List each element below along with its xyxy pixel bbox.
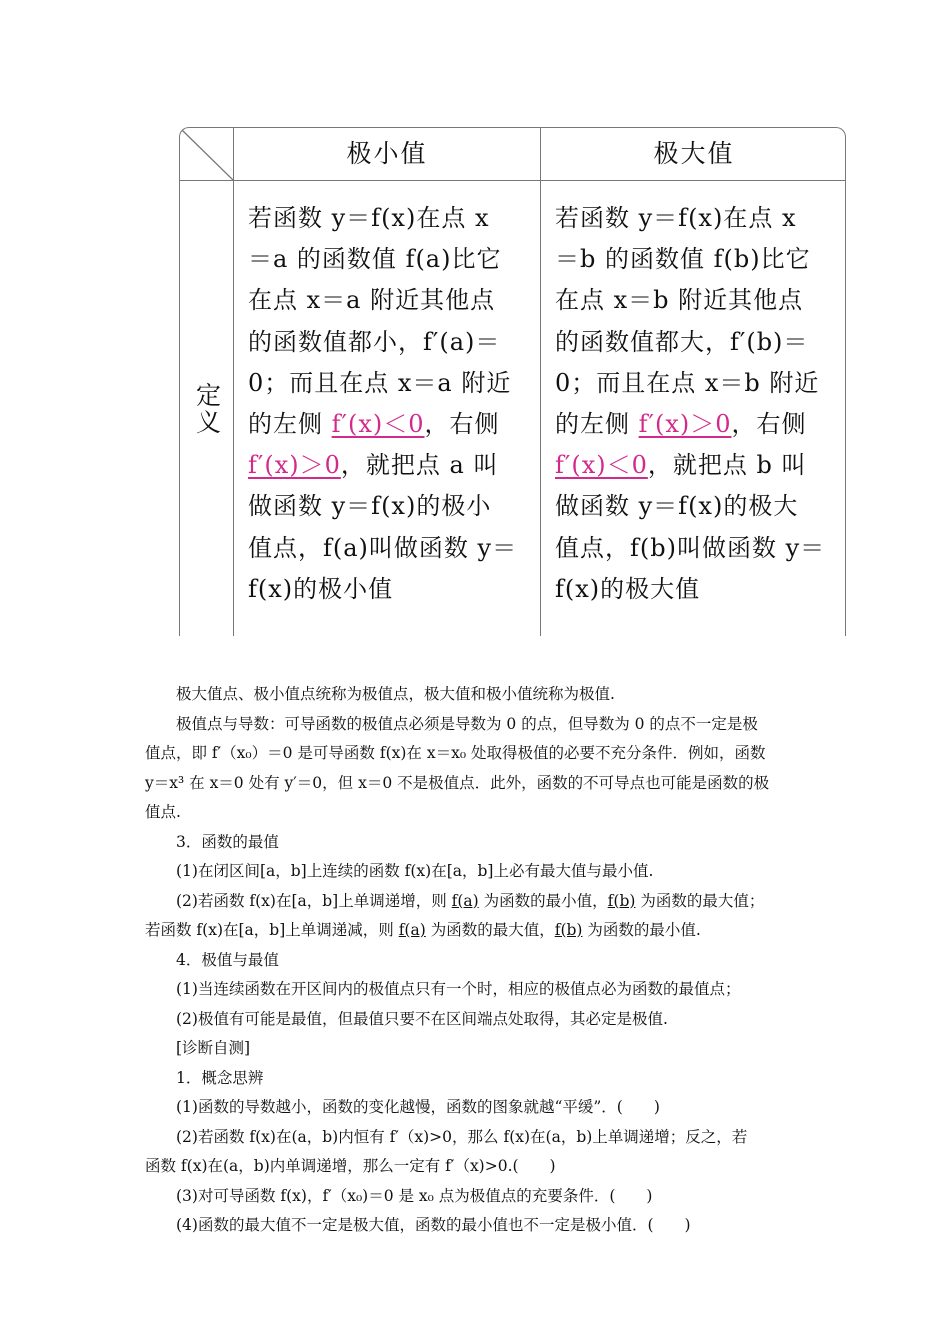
definition-text: 的左侧 bbox=[555, 410, 639, 439]
definition-line bbox=[248, 322, 530, 363]
underlined-answer: f(a) bbox=[451, 891, 479, 910]
header-local-minimum: 极小值 bbox=[346, 139, 428, 168]
text-segment: 为函数的最大值， bbox=[425, 921, 555, 939]
text-line: 极大值点、极小值点统称为极值点，极大值和极小值统称为极值. bbox=[176, 685, 615, 703]
text-line bbox=[145, 887, 815, 917]
text-line: 4．极值与最值 bbox=[176, 950, 279, 969]
definition-line bbox=[248, 239, 530, 280]
text-line: 函数 f(x)在(a，b)内单调递增，那么一定有 f′（x)>0.( ) bbox=[145, 1157, 556, 1175]
definition-text: 在点 x＝b 附近其他点 bbox=[555, 286, 804, 315]
highlighted-answer: f′(x)＞0 bbox=[638, 410, 732, 439]
definition-line bbox=[555, 404, 837, 445]
definition-line bbox=[555, 239, 837, 280]
text-segment: 为函数的最小值， bbox=[478, 891, 608, 910]
underlined-answer: f(b) bbox=[607, 891, 636, 910]
text-line: 3．函数的最值 bbox=[176, 832, 279, 851]
definition-line bbox=[555, 569, 837, 610]
definition-text: 做函数 y＝f(x)的极大 bbox=[555, 492, 799, 521]
text-line: (1)当连续函数在开区间内的极值点只有一个时，相应的极值点必为函数的最值点； bbox=[176, 980, 741, 998]
highlighted-answer: f′(x)＞0 bbox=[248, 451, 341, 480]
definition-text: ，就把点 b 叫 bbox=[647, 451, 807, 480]
definition-line bbox=[555, 280, 837, 321]
definition-text: 0；而且在点 x＝a 附近 bbox=[248, 368, 512, 397]
definition-line bbox=[248, 404, 530, 445]
definition-line bbox=[248, 569, 530, 610]
definition-line bbox=[248, 363, 530, 404]
definition-line bbox=[555, 486, 837, 527]
definition-line bbox=[248, 528, 530, 569]
text-line: (3)对可导函数 f(x)，f′（x₀)＝0 是 x₀ 点为极值点的充要条件．( ) bbox=[176, 1186, 653, 1205]
text-line: (1)在闭区间[a，b]上连续的函数 f(x)在[a，b]上必有最大值与最小值. bbox=[176, 862, 654, 880]
definition-text: 的函数值都大，f′(b)＝ bbox=[555, 327, 809, 356]
underlined-answer: f(b) bbox=[554, 921, 583, 939]
diagonal-header-line bbox=[180, 128, 233, 180]
highlighted-answer: f′(x)＜0 bbox=[331, 410, 425, 439]
definition-text: 值点，f(a)叫做函数 y＝ bbox=[248, 533, 518, 562]
definition-text: ，右侧 bbox=[731, 410, 807, 439]
definition-text: 值点，f(b)叫做函数 y＝ bbox=[555, 533, 826, 562]
minimum-definition-cell bbox=[248, 198, 530, 610]
text-line: (4)函数的最大值不一定是极大值，函数的最小值也不一定是极小值．( ) bbox=[176, 1216, 691, 1234]
text-line: [诊断自测] bbox=[176, 1039, 251, 1057]
definition-text: 在点 x＝a 附近其他点 bbox=[248, 286, 496, 315]
text-line: (2)若函数 f(x)在(a，b)内恒有 f′（x)>0，那么 f(x)在(a，b)上单调递增；反之，若 bbox=[176, 1127, 748, 1146]
definition-text: ，右侧 bbox=[424, 410, 500, 439]
text-line bbox=[145, 916, 815, 946]
definition-line bbox=[555, 198, 837, 239]
row-label-definition: 定义 bbox=[192, 381, 222, 436]
table-divider bbox=[540, 128, 541, 636]
definition-text: f(x)的极大值 bbox=[555, 574, 701, 603]
definition-text: ＝b 的函数值 f(b)比它 bbox=[555, 245, 811, 274]
definition-text: 的左侧 bbox=[248, 410, 332, 439]
definition-line bbox=[248, 486, 530, 527]
text-line: (1)函数的导数越小，函数的变化越慢，函数的图象就越“平缓”．( ) bbox=[176, 1098, 660, 1116]
definition-text: 若函数 y＝f(x)在点 x bbox=[555, 204, 797, 232]
underlined-answer: f(a) bbox=[398, 921, 426, 939]
definition-line bbox=[248, 280, 530, 321]
text-segment: 若函数 f(x)在[a，b]上单调递减，则 bbox=[145, 921, 399, 939]
table-divider bbox=[233, 128, 234, 636]
header-local-maximum: 极大值 bbox=[653, 139, 735, 168]
definition-text: ＝a 的函数值 f(a)比它 bbox=[248, 245, 502, 274]
text-line: y＝x³ 在 x＝0 处有 y′＝0，但 x＝0 不是极值点．此外，函数的不可导点也可能是函数的极 bbox=[145, 773, 770, 792]
definition-line bbox=[555, 363, 837, 404]
maximum-definition-cell bbox=[555, 198, 837, 610]
definition-text: 做函数 y＝f(x)的极小 bbox=[248, 492, 492, 521]
highlighted-answer: f′(x)＜0 bbox=[555, 451, 648, 480]
definition-text: f(x)的极小值 bbox=[248, 574, 394, 603]
text-line: 极值点与导数：可导函数的极值点必须是导数为 0 的点，但导数为 0 的点不一定是极 bbox=[176, 714, 758, 733]
text-segment: 为函数的最小值. bbox=[582, 921, 701, 939]
definition-line bbox=[555, 322, 837, 363]
definition-line bbox=[555, 528, 837, 569]
text-segment: (2)若函数 f(x)在[a，b]上单调递增，则 bbox=[176, 891, 452, 910]
definition-text: 的函数值都小，f′(a)＝ bbox=[248, 327, 501, 356]
definition-text: 若函数 y＝f(x)在点 x bbox=[248, 204, 490, 232]
text-line: (2)极值有可能是最值，但最值只要不在区间端点处取得，其必定是极值. bbox=[176, 1009, 668, 1028]
text-line: 1．概念思辨 bbox=[176, 1068, 264, 1087]
definition-line bbox=[248, 198, 530, 239]
definition-line bbox=[248, 445, 530, 486]
text-segment: 为函数的最大值； bbox=[635, 891, 765, 910]
extremum-definition-table bbox=[179, 127, 846, 636]
text-line: 值点. bbox=[145, 803, 181, 821]
body-text bbox=[145, 680, 815, 1241]
definition-line bbox=[555, 445, 837, 486]
table-divider bbox=[180, 180, 845, 181]
text-line: 值点，即 f′（x₀）＝0 是可导函数 f(x)在 x＝x₀ 处取得极值的必要不充分条件．例如，函数 bbox=[145, 744, 766, 762]
definition-text: 0；而且在点 x＝b 附近 bbox=[555, 368, 820, 397]
definition-text: ，就把点 a 叫 bbox=[340, 451, 499, 480]
